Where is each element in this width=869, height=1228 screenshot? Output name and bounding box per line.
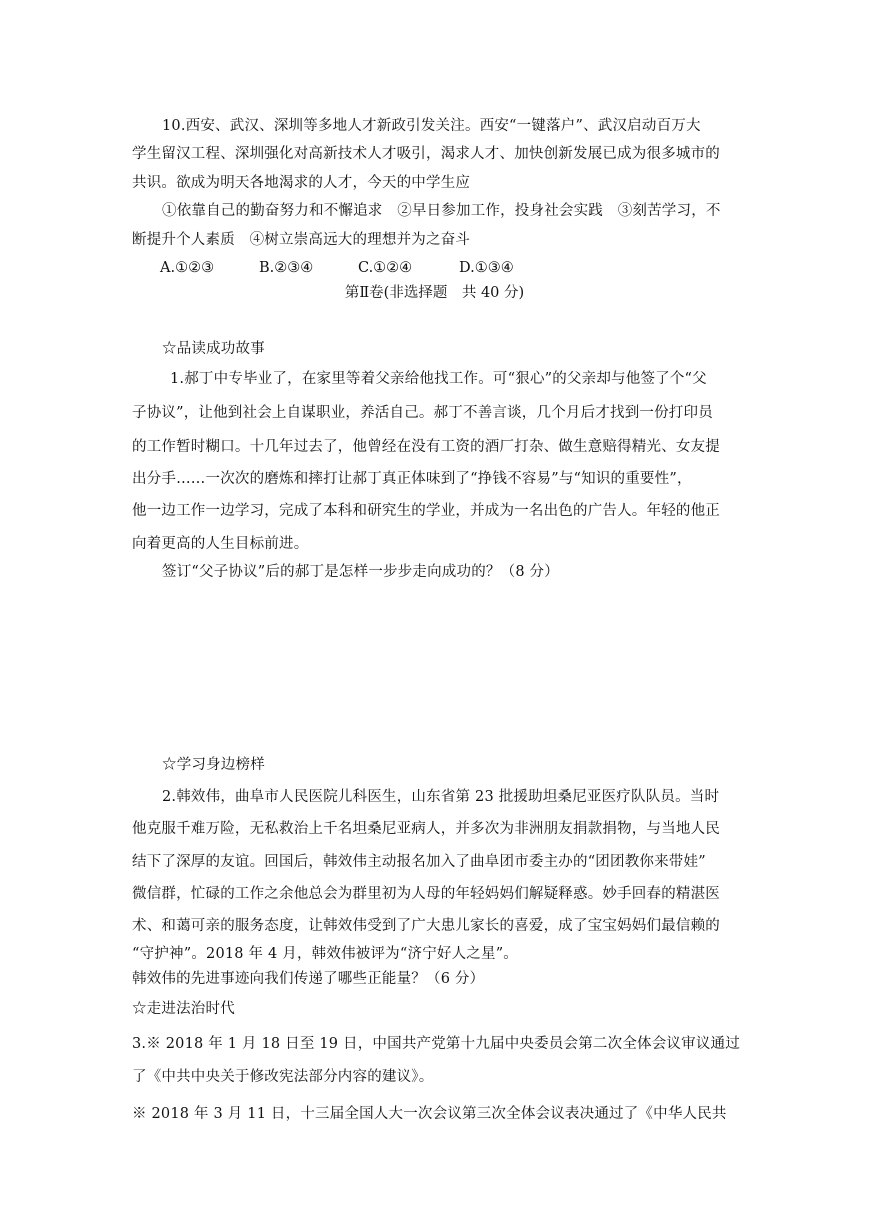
section1-line-2: 子协议”，让他到社会上自谋职业，养活自己。郝丁不善言谈，几个月后才找到一份打印员 (132, 405, 713, 421)
section1-line-1: 1.郝丁中专毕业了，在家里等着父亲给他找工作。可“狠心”的父亲却与他签了个“父 (170, 371, 707, 387)
section3-heading: ☆走进法治时代 (132, 1001, 235, 1017)
section1-line-5: 他一边工作一边学习，完成了本科和研究生的学业，并成为一名出色的广告人。年轻的他正 (132, 503, 720, 519)
section2-line-6: “守护神”。2018 年 4 月，韩效伟被评为“济宁好人之星”。 (132, 946, 519, 962)
section1-heading: ☆品读成功故事 (162, 341, 265, 357)
section1-line-6: 向着更高的人生目标前进。 (132, 536, 309, 552)
q10-option-b: B.②③④ (259, 260, 314, 276)
part2-title: 第Ⅱ卷(非选择题 共 40 分) (344, 285, 525, 301)
section3-line-2: 了《中共中央关于修改宪法部分内容的建议》。 (132, 1069, 434, 1085)
section3-line-1: 3.※ 2018 年 1 月 18 日至 19 日，中国共产党第十九届中央委员会第二次全体会议审议通过 (132, 1036, 740, 1052)
section1-line-4: 出分手……一次次的磨炼和摔打让郝丁真正体味到了“挣钱不容易”与“知识的重要性”， (132, 471, 692, 487)
q10-option-a: A.①②③ (160, 260, 215, 276)
q10-line-4: ①依靠自己的勤奋努力和不懈追求 ②早日参加工作，投身社会实践 ③刻苦学习，不 (162, 203, 721, 219)
section3-line-3: ※ 2018 年 3 月 11 日，十三届全国人大一次会议第三次全体会议表决通过了《中华人民共 (132, 1106, 727, 1122)
section2-line-3: 结下了深厚的友谊。回国后，韩效伟主动报名加入了曲阜团市委主办的“团团教你来带娃” (132, 854, 706, 870)
section2-line-1: 2.韩效伟，曲阜市人民医院儿科医生，山东省第 23 批援助坦桑尼亚医疗队队员。当时 (162, 789, 720, 805)
q10-line-1: 10.西安、武汉、深圳等多地人才新政引发关注。西安“一键落户”、武汉启动百万大 (162, 118, 701, 134)
q10-option-c: C.①②④ (358, 260, 413, 276)
section2-heading: ☆学习身边榜样 (162, 757, 265, 773)
q10-line-5: 断提升个人素质 ④树立崇高远大的理想并为之奋斗 (132, 232, 471, 248)
q10-option-d: D.①③④ (459, 260, 514, 276)
section2-line-4: 微信群，忙碌的工作之余他总会为群里初为人母的年轻妈妈们解疑释惑。妙手回春的精湛医 (132, 886, 720, 902)
section1-line-3: 的工作暂时糊口。十几年过去了，他曾经在没有工资的酒厂打杂、做生意赔得精光、女友提 (132, 439, 720, 455)
section2-question: 韩效伟的先进事迹向我们传递了哪些正能量？（6 分） (132, 971, 485, 987)
q10-line-3: 共识。欲成为明天各地渴求的人才，今天的中学生应 (132, 175, 471, 191)
q10-line-2: 学生留汉工程、深圳强化对高新技术人才吸引，渴求人才、加快创新发展已成为很多城市的 (132, 146, 720, 162)
section2-line-5: 术、和蔼可亲的服务态度，让韩效伟受到了广大患儿家长的喜爱，成了宝宝妈妈们最信赖的 (132, 918, 720, 934)
section1-question: 签订“父子协议”后的郝丁是怎样一步步走向成功的？（8 分） (162, 564, 559, 580)
section2-line-2: 他克服千难万险，无私救治上千名坦桑尼亚病人，并多次为非洲朋友捐款捐物，与当地人民 (132, 821, 720, 837)
